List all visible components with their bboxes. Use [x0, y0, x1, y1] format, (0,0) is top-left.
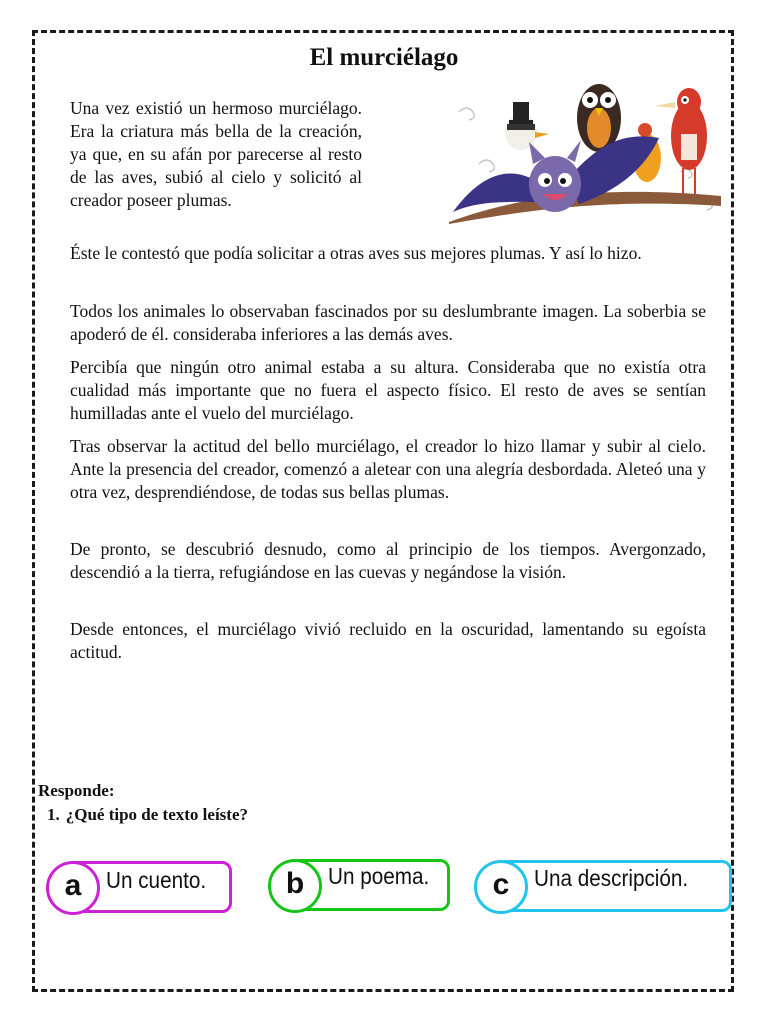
- story-intro: Una vez existió un hermoso murciélago. Era la criatura más bella de la creación, ya que, en su afán por parecerse al resto de las aves, subió al cielo y solicitó al creador poseer plumas.: [70, 98, 362, 210]
- option-c[interactable]: [474, 860, 732, 912]
- story-paragraph: Desde entonces, el murciélago vivió recluido en la oscuridad, lamentando su egoísta actitud.: [70, 619, 706, 662]
- question-text: ¿Qué tipo de texto leíste?: [65, 805, 248, 824]
- story-paragraph: Todos los animales lo observaban fascinados por su deslumbrante imagen. La soberbia se apoderó de él. consideraba inferiores a las demás aves.: [70, 301, 706, 344]
- option-text: Un cuento.: [106, 867, 207, 893]
- story-paragraph: De pronto, se descubrió desnudo, como al principio de los tiempos. Avergonzado, descendió a la tierra, refugiándose en las cuevas y negándose la visión.: [70, 539, 706, 582]
- option-letter: a: [46, 861, 100, 915]
- story-paragraph: Éste le contestó que podía solicitar a otras aves sus mejores plumas. Y así lo hizo.: [70, 243, 642, 263]
- story-paragraph: Tras observar la actitud del bello murciélago, el creador lo hizo llamar y subir al cielo. Ante la presencia del creador, comenzó a aletear con una alegría desbordada. Aleteó una y otra vez, desprendiéndose, de todas sus bellas plumas.: [70, 436, 706, 502]
- option-text: Un poema.: [328, 863, 430, 889]
- story-paragraph: Percibía que ningún otro animal estaba a su altura. Consideraba que no existía otra cualidad más importante que no fuera el aspecto físico. El resto de aves se sentían humilladas ante el vuelo del murciélago.: [70, 357, 706, 423]
- bat-and-birds-illustration: [449, 72, 721, 224]
- option-letter: c: [474, 860, 528, 914]
- page-title: El murciélago: [309, 44, 459, 71]
- option-text: Una descripción.: [534, 865, 689, 891]
- option-a[interactable]: [46, 861, 232, 913]
- option-letter: b: [268, 859, 322, 913]
- question-1: [47, 805, 248, 825]
- option-b[interactable]: [268, 859, 450, 911]
- questions-label: Responde:: [38, 781, 115, 800]
- question-number: 1.: [47, 805, 60, 824]
